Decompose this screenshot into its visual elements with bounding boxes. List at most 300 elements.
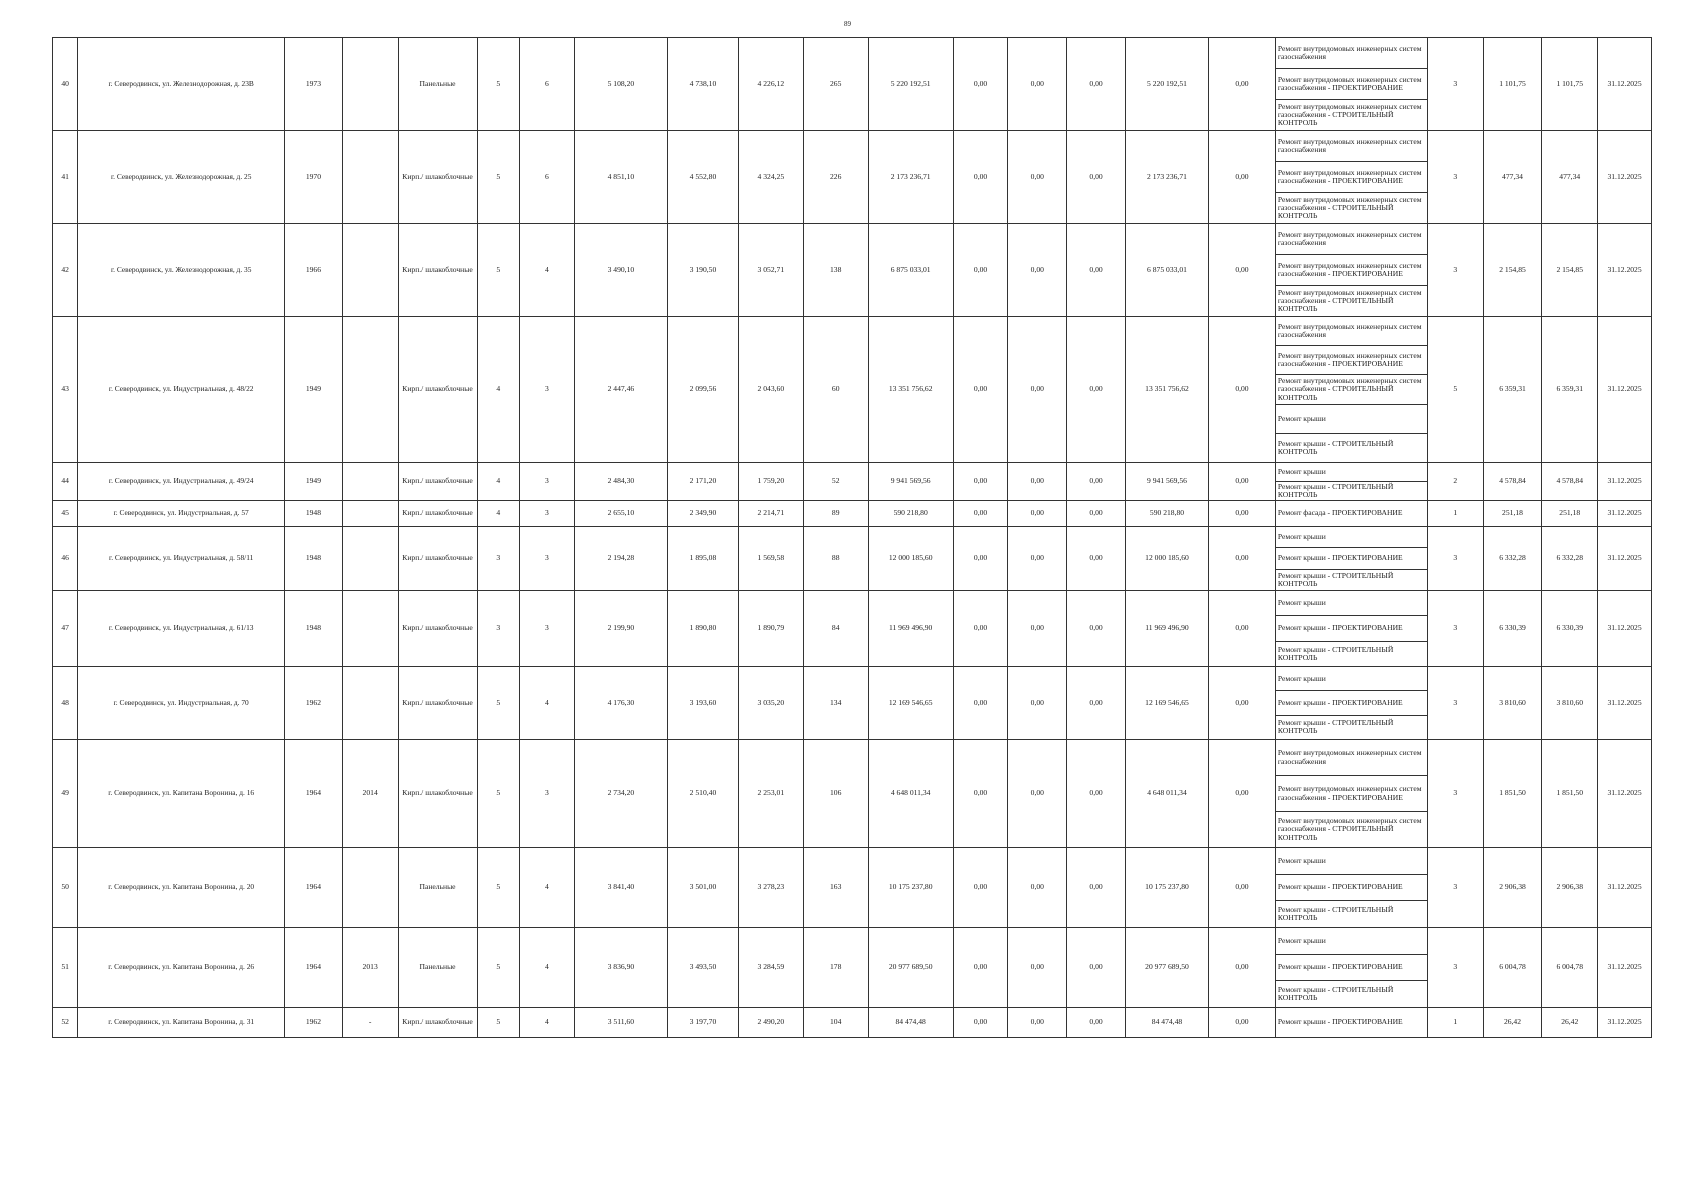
table-row <box>53 740 1652 848</box>
entrances-cell: 6 <box>520 131 575 224</box>
works-list-cell <box>1275 591 1427 667</box>
total-area-cell: 3 490,10 <box>574 224 667 317</box>
total-cost-cell: 6 875 033,01 <box>868 224 953 317</box>
completion-date-cell: 31.12.2025 <box>1598 463 1652 501</box>
total-cost-cell: 2 173 236,71 <box>868 131 953 224</box>
fund-other-cell: 0,00 <box>1209 131 1276 224</box>
row-number-cell: 48 <box>53 667 78 740</box>
total-area-cell: 5 108,20 <box>574 38 667 131</box>
table-row <box>53 848 1652 928</box>
works-list <box>1276 667 1427 739</box>
work-item: Ремонт фасада - ПРОЕКТИРОВАНИЕ <box>1277 508 1403 518</box>
fund-owners-cell: 12 169 546,65 <box>1125 667 1208 740</box>
row-number-cell: 47 <box>53 591 78 667</box>
unit-cost-limit-cell: 6 330,39 <box>1542 591 1598 667</box>
fund-local-cell: 0,00 <box>1067 501 1126 527</box>
build-year-cell: 1973 <box>285 38 343 131</box>
work-item: Ремонт внутридомовых инженерных систем газоснабжения - СТРОИТЕЛЬНЫЙ КОНТРОЛЬ <box>1277 194 1422 221</box>
completion-date-cell: 31.12.2025 <box>1598 591 1652 667</box>
fund-federal-cell: 0,00 <box>953 463 1008 501</box>
premises-area-cell: 4 552,80 <box>668 131 739 224</box>
residential-area-cell: 3 284,59 <box>738 928 803 1008</box>
work-item: Ремонт крыши - ПРОЕКТИРОВАНИЕ <box>1276 955 1427 982</box>
build-year-cell: 1964 <box>285 928 343 1008</box>
unit-cost-limit-cell: 6 332,28 <box>1542 527 1598 591</box>
fund-local-cell: 0,00 <box>1067 928 1126 1008</box>
completion-date-cell: 31.12.2025 <box>1598 740 1652 848</box>
unit-cost-cell: 1 851,50 <box>1483 740 1542 848</box>
works-count-cell: 2 <box>1427 463 1483 501</box>
work-item: Ремонт внутридомовых инженерных систем газоснабжения - СТРОИТЕЛЬНЫЙ КОНТРОЛЬ <box>1277 101 1422 128</box>
renovation-year-cell <box>342 463 398 501</box>
fund-regional-cell: 0,00 <box>1008 463 1067 501</box>
residential-area-cell: 1 569,58 <box>738 527 803 591</box>
fund-other-cell: 0,00 <box>1209 740 1276 848</box>
total-area-cell: 2 655,10 <box>574 501 667 527</box>
residents-cell: 134 <box>803 667 868 740</box>
work-item: Ремонт внутридомовых инженерных систем газоснабжения <box>1276 38 1427 69</box>
table-row <box>53 591 1652 667</box>
build-year-cell: 1962 <box>285 667 343 740</box>
residents-cell: 226 <box>803 131 868 224</box>
fund-federal-cell: 0,00 <box>953 740 1008 848</box>
work-item: Ремонт крыши - СТРОИТЕЛЬНЫЙ КОНТРОЛЬ <box>1277 644 1394 662</box>
total-cost-cell: 12 000 185,60 <box>868 527 953 591</box>
address-cell: г. Северодвинск, ул. Капитана Воронина, д. 20 <box>78 848 285 928</box>
total-cost-cell: 9 941 569,56 <box>868 463 953 501</box>
work-item: Ремонт внутридомовых инженерных систем газоснабжения <box>1276 317 1427 346</box>
works-list <box>1276 591 1427 666</box>
completion-date-cell: 31.12.2025 <box>1598 1008 1652 1038</box>
address-cell: г. Северодвинск, ул. Индустриальная, д. 48/22 <box>78 317 285 463</box>
fund-regional-cell: 0,00 <box>1008 501 1067 527</box>
works-count-cell: 3 <box>1427 928 1483 1008</box>
total-area-cell: 2 199,90 <box>574 591 667 667</box>
fund-federal-cell: 0,00 <box>953 928 1008 1008</box>
fund-other-cell: 0,00 <box>1209 317 1276 463</box>
fund-local-cell: 0,00 <box>1067 1008 1126 1038</box>
residents-cell: 265 <box>803 38 868 131</box>
fund-other-cell: 0,00 <box>1209 848 1276 928</box>
row-number-cell: 49 <box>53 740 78 848</box>
fund-federal-cell: 0,00 <box>953 224 1008 317</box>
floors-cell: 5 <box>477 38 520 131</box>
works-list <box>1276 131 1427 223</box>
works-count-cell: 5 <box>1427 317 1483 463</box>
fund-other-cell: 0,00 <box>1209 224 1276 317</box>
work-item: Ремонт внутридомовых инженерных систем газоснабжения <box>1276 740 1427 776</box>
floors-cell: 5 <box>477 928 520 1008</box>
floors-cell: 3 <box>477 591 520 667</box>
fund-local-cell: 0,00 <box>1067 131 1126 224</box>
residential-area-cell: 3 052,71 <box>738 224 803 317</box>
build-year-cell: 1964 <box>285 740 343 848</box>
wall-material-cell: Кирп./ шлакоблочные <box>398 501 477 527</box>
premises-area-cell: 2 510,40 <box>668 740 739 848</box>
fund-other-cell: 0,00 <box>1209 501 1276 527</box>
fund-regional-cell: 0,00 <box>1008 1008 1067 1038</box>
total-area-cell: 4 176,30 <box>574 667 667 740</box>
works-list-cell <box>1275 667 1427 740</box>
works-list-cell <box>1275 501 1427 527</box>
residents-cell: 138 <box>803 224 868 317</box>
residents-cell: 88 <box>803 527 868 591</box>
works-list-cell <box>1275 740 1427 848</box>
address-cell: г. Северодвинск, ул. Индустриальная, д. 61/13 <box>78 591 285 667</box>
total-area-cell: 2 734,20 <box>574 740 667 848</box>
works-list <box>1276 527 1427 590</box>
fund-local-cell: 0,00 <box>1067 591 1126 667</box>
table-row <box>53 527 1652 591</box>
unit-cost-cell: 251,18 <box>1483 501 1542 527</box>
unit-cost-cell: 477,34 <box>1483 131 1542 224</box>
work-item: Ремонт внутридомовых инженерных систем газоснабжения <box>1276 131 1427 162</box>
renovation-year-cell <box>342 131 398 224</box>
fund-federal-cell: 0,00 <box>953 317 1008 463</box>
residential-area-cell: 4 226,12 <box>738 38 803 131</box>
entrances-cell: 4 <box>520 848 575 928</box>
unit-cost-cell: 2 906,38 <box>1483 848 1542 928</box>
works-count-cell: 3 <box>1427 667 1483 740</box>
works-list <box>1276 501 1427 526</box>
work-item: Ремонт внутридомовых инженерных систем газоснабжения - СТРОИТЕЛЬНЫЙ КОНТРОЛЬ <box>1276 375 1427 404</box>
residents-cell: 84 <box>803 591 868 667</box>
wall-material-cell: Панельные <box>398 928 477 1008</box>
table-row <box>53 38 1652 131</box>
row-number-cell: 41 <box>53 131 78 224</box>
renovation-year-cell: - <box>342 1008 398 1038</box>
work-item: Ремонт внутридомовых инженерных систем газоснабжения - ПРОЕКТИРОВАНИЕ <box>1276 162 1427 193</box>
renovation-year-cell <box>342 38 398 131</box>
fund-regional-cell: 0,00 <box>1008 38 1067 131</box>
build-year-cell: 1948 <box>285 501 343 527</box>
total-cost-cell: 4 648 011,34 <box>868 740 953 848</box>
row-number-cell: 50 <box>53 848 78 928</box>
wall-material-cell: Панельные <box>398 848 477 928</box>
address-cell: г. Северодвинск, ул. Железнодорожная, д. 23В <box>78 38 285 131</box>
work-item: Ремонт крыши <box>1276 591 1427 616</box>
premises-area-cell: 1 895,08 <box>668 527 739 591</box>
residential-area-cell: 1 890,79 <box>738 591 803 667</box>
works-list-cell <box>1275 131 1427 224</box>
residential-area-cell: 3 035,20 <box>738 667 803 740</box>
table-body <box>53 38 1652 1038</box>
entrances-cell: 3 <box>520 527 575 591</box>
address-cell: г. Северодвинск, ул. Капитана Воронина, д. 26 <box>78 928 285 1008</box>
wall-material-cell: Кирп./ шлакоблочные <box>398 1008 477 1038</box>
completion-date-cell: 31.12.2025 <box>1598 224 1652 317</box>
table-row <box>53 317 1652 463</box>
floors-cell: 5 <box>477 667 520 740</box>
entrances-cell: 4 <box>520 667 575 740</box>
residential-area-cell: 2 214,71 <box>738 501 803 527</box>
total-area-cell: 2 484,30 <box>574 463 667 501</box>
floors-cell: 5 <box>477 848 520 928</box>
work-item: Ремонт крыши <box>1276 848 1427 875</box>
fund-federal-cell: 0,00 <box>953 131 1008 224</box>
work-item: Ремонт крыши - ПРОЕКТИРОВАНИЕ <box>1276 616 1427 641</box>
total-area-cell: 3 841,40 <box>574 848 667 928</box>
fund-local-cell: 0,00 <box>1067 848 1126 928</box>
total-cost-cell: 5 220 192,51 <box>868 38 953 131</box>
floors-cell: 4 <box>477 317 520 463</box>
unit-cost-limit-cell: 6 359,31 <box>1542 317 1598 463</box>
row-number-cell: 40 <box>53 38 78 131</box>
floors-cell: 4 <box>477 463 520 501</box>
work-item: Ремонт внутридомовых инженерных систем газоснабжения - ПРОЕКТИРОВАНИЕ <box>1276 776 1427 812</box>
address-cell: г. Северодвинск, ул. Индустриальная, д. 49/24 <box>78 463 285 501</box>
works-list-cell <box>1275 848 1427 928</box>
premises-area-cell: 2 349,90 <box>668 501 739 527</box>
fund-owners-cell: 84 474,48 <box>1125 1008 1208 1038</box>
table-row <box>53 667 1652 740</box>
works-list-cell <box>1275 38 1427 131</box>
unit-cost-limit-cell: 2 906,38 <box>1542 848 1598 928</box>
unit-cost-limit-cell: 477,34 <box>1542 131 1598 224</box>
fund-local-cell: 0,00 <box>1067 527 1126 591</box>
unit-cost-cell: 3 810,60 <box>1483 667 1542 740</box>
work-item: Ремонт крыши - ПРОЕКТИРОВАНИЕ <box>1276 691 1427 715</box>
residents-cell: 60 <box>803 317 868 463</box>
premises-area-cell: 3 197,70 <box>668 1008 739 1038</box>
fund-local-cell: 0,00 <box>1067 463 1126 501</box>
completion-date-cell: 31.12.2025 <box>1598 527 1652 591</box>
total-area-cell: 3 836,90 <box>574 928 667 1008</box>
unit-cost-cell: 26,42 <box>1483 1008 1542 1038</box>
fund-federal-cell: 0,00 <box>953 501 1008 527</box>
unit-cost-limit-cell: 1 101,75 <box>1542 38 1598 131</box>
work-item: Ремонт крыши <box>1276 405 1427 434</box>
work-item: Ремонт крыши - СТРОИТЕЛЬНЫЙ КОНТРОЛЬ <box>1277 481 1394 499</box>
unit-cost-limit-cell: 2 154,85 <box>1542 224 1598 317</box>
work-item: Ремонт крыши - СТРОИТЕЛЬНЫЙ КОНТРОЛЬ <box>1277 984 1394 1003</box>
wall-material-cell: Кирп./ шлакоблочные <box>398 317 477 463</box>
premises-area-cell: 4 738,10 <box>668 38 739 131</box>
row-number-cell: 44 <box>53 463 78 501</box>
residential-area-cell: 2 253,01 <box>738 740 803 848</box>
row-number-cell: 46 <box>53 527 78 591</box>
work-item: Ремонт крыши <box>1276 667 1427 691</box>
wall-material-cell: Кирп./ шлакоблочные <box>398 224 477 317</box>
renovation-year-cell <box>342 224 398 317</box>
residents-cell: 178 <box>803 928 868 1008</box>
work-item: Ремонт крыши <box>1276 463 1427 482</box>
build-year-cell: 1970 <box>285 131 343 224</box>
fund-other-cell: 0,00 <box>1209 527 1276 591</box>
renovation-year-cell <box>342 591 398 667</box>
unit-cost-cell: 1 101,75 <box>1483 38 1542 131</box>
works-list <box>1276 740 1427 847</box>
works-list <box>1276 928 1427 1007</box>
works-count-cell: 3 <box>1427 740 1483 848</box>
fund-local-cell: 0,00 <box>1067 38 1126 131</box>
premises-area-cell: 3 193,60 <box>668 667 739 740</box>
residents-cell: 52 <box>803 463 868 501</box>
floors-cell: 5 <box>477 1008 520 1038</box>
unit-cost-cell: 2 154,85 <box>1483 224 1542 317</box>
works-list-cell <box>1275 527 1427 591</box>
fund-owners-cell: 10 175 237,80 <box>1125 848 1208 928</box>
entrances-cell: 6 <box>520 38 575 131</box>
entrances-cell: 3 <box>520 740 575 848</box>
fund-regional-cell: 0,00 <box>1008 928 1067 1008</box>
works-count-cell: 3 <box>1427 848 1483 928</box>
work-item: Ремонт крыши - СТРОИТЕЛЬНЫЙ КОНТРОЛЬ <box>1277 904 1394 923</box>
renovation-year-cell: 2014 <box>342 740 398 848</box>
residential-area-cell: 4 324,25 <box>738 131 803 224</box>
fund-regional-cell: 0,00 <box>1008 591 1067 667</box>
works-list-cell <box>1275 1008 1427 1038</box>
works-list-cell <box>1275 463 1427 501</box>
works-count-cell: 3 <box>1427 131 1483 224</box>
fund-regional-cell: 0,00 <box>1008 848 1067 928</box>
wall-material-cell: Кирп./ шлакоблочные <box>398 740 477 848</box>
fund-local-cell: 0,00 <box>1067 224 1126 317</box>
premises-area-cell: 3 501,00 <box>668 848 739 928</box>
build-year-cell: 1948 <box>285 527 343 591</box>
fund-owners-cell: 5 220 192,51 <box>1125 38 1208 131</box>
entrances-cell: 3 <box>520 463 575 501</box>
renovation-year-cell <box>342 527 398 591</box>
works-list-cell <box>1275 224 1427 317</box>
fund-owners-cell: 590 218,80 <box>1125 501 1208 527</box>
table-row <box>53 928 1652 1008</box>
address-cell: г. Северодвинск, ул. Капитана Воронина, д. 31 <box>78 1008 285 1038</box>
wall-material-cell: Панельные <box>398 38 477 131</box>
address-cell: г. Северодвинск, ул. Индустриальная, д. 70 <box>78 667 285 740</box>
table-row <box>53 463 1652 501</box>
fund-regional-cell: 0,00 <box>1008 527 1067 591</box>
total-cost-cell: 10 175 237,80 <box>868 848 953 928</box>
unit-cost-limit-cell: 251,18 <box>1542 501 1598 527</box>
residents-cell: 163 <box>803 848 868 928</box>
capital-repair-table <box>52 37 1652 1038</box>
wall-material-cell: Кирп./ шлакоблочные <box>398 591 477 667</box>
completion-date-cell: 31.12.2025 <box>1598 667 1652 740</box>
fund-regional-cell: 0,00 <box>1008 317 1067 463</box>
total-area-cell: 2 447,46 <box>574 317 667 463</box>
renovation-year-cell <box>342 317 398 463</box>
total-cost-cell: 84 474,48 <box>868 1008 953 1038</box>
entrances-cell: 4 <box>520 928 575 1008</box>
renovation-year-cell <box>342 667 398 740</box>
total-cost-cell: 20 977 689,50 <box>868 928 953 1008</box>
fund-other-cell: 0,00 <box>1209 591 1276 667</box>
wall-material-cell: Кирп./ шлакоблочные <box>398 667 477 740</box>
floors-cell: 5 <box>477 131 520 224</box>
build-year-cell: 1964 <box>285 848 343 928</box>
address-cell: г. Северодвинск, ул. Железнодорожная, д. 25 <box>78 131 285 224</box>
residential-area-cell: 2 043,60 <box>738 317 803 463</box>
fund-local-cell: 0,00 <box>1067 317 1126 463</box>
unit-cost-cell: 6 359,31 <box>1483 317 1542 463</box>
fund-other-cell: 0,00 <box>1209 463 1276 501</box>
work-item: Ремонт крыши <box>1276 928 1427 955</box>
address-cell: г. Северодвинск, ул. Индустриальная, д. 57 <box>78 501 285 527</box>
premises-area-cell: 3 493,50 <box>668 928 739 1008</box>
completion-date-cell: 31.12.2025 <box>1598 501 1652 527</box>
wall-material-cell: Кирп./ шлакоблочные <box>398 463 477 501</box>
table-row <box>53 131 1652 224</box>
residents-cell: 104 <box>803 1008 868 1038</box>
floors-cell: 4 <box>477 501 520 527</box>
fund-other-cell: 0,00 <box>1209 928 1276 1008</box>
floors-cell: 5 <box>477 740 520 848</box>
fund-local-cell: 0,00 <box>1067 667 1126 740</box>
unit-cost-limit-cell: 4 578,84 <box>1542 463 1598 501</box>
address-cell: г. Северодвинск, ул. Железнодорожная, д. 35 <box>78 224 285 317</box>
unit-cost-limit-cell: 26,42 <box>1542 1008 1598 1038</box>
entrances-cell: 3 <box>520 591 575 667</box>
fund-regional-cell: 0,00 <box>1008 131 1067 224</box>
work-item: Ремонт крыши - СТРОИТЕЛЬНЫЙ КОНТРОЛЬ <box>1277 718 1394 736</box>
fund-other-cell: 0,00 <box>1209 667 1276 740</box>
total-cost-cell: 12 169 546,65 <box>868 667 953 740</box>
total-area-cell: 2 194,28 <box>574 527 667 591</box>
fund-regional-cell: 0,00 <box>1008 667 1067 740</box>
completion-date-cell: 31.12.2025 <box>1598 317 1652 463</box>
works-list <box>1276 38 1427 130</box>
total-area-cell: 4 851,10 <box>574 131 667 224</box>
fund-federal-cell: 0,00 <box>953 591 1008 667</box>
fund-federal-cell: 0,00 <box>953 527 1008 591</box>
works-list <box>1276 848 1427 927</box>
residents-cell: 89 <box>803 501 868 527</box>
fund-federal-cell: 0,00 <box>953 38 1008 131</box>
fund-regional-cell: 0,00 <box>1008 740 1067 848</box>
work-item: Ремонт крыши - ПРОЕКТИРОВАНИЕ <box>1276 548 1427 569</box>
renovation-year-cell <box>342 848 398 928</box>
row-number-cell: 42 <box>53 224 78 317</box>
completion-date-cell: 31.12.2025 <box>1598 848 1652 928</box>
completion-date-cell: 31.12.2025 <box>1598 38 1652 131</box>
floors-cell: 3 <box>477 527 520 591</box>
unit-cost-limit-cell: 3 810,60 <box>1542 667 1598 740</box>
renovation-year-cell: 2013 <box>342 928 398 1008</box>
unit-cost-cell: 6 332,28 <box>1483 527 1542 591</box>
work-item: Ремонт крыши - СТРОИТЕЛЬНЫЙ КОНТРОЛЬ <box>1277 438 1394 456</box>
fund-owners-cell: 2 173 236,71 <box>1125 131 1208 224</box>
work-item: Ремонт внутридомовых инженерных систем газоснабжения - СТРОИТЕЛЬНЫЙ КОНТРОЛЬ <box>1277 816 1422 842</box>
work-item: Ремонт внутридомовых инженерных систем газоснабжения - ПРОЕКТИРОВАНИЕ <box>1276 346 1427 375</box>
entrances-cell: 4 <box>520 224 575 317</box>
unit-cost-limit-cell: 1 851,50 <box>1542 740 1598 848</box>
works-count-cell: 3 <box>1427 38 1483 131</box>
fund-other-cell: 0,00 <box>1209 38 1276 131</box>
fund-federal-cell: 0,00 <box>953 848 1008 928</box>
works-list <box>1276 317 1427 462</box>
work-item: Ремонт внутридомовых инженерных систем газоснабжения - ПРОЕКТИРОВАНИЕ <box>1276 255 1427 286</box>
fund-owners-cell: 6 875 033,01 <box>1125 224 1208 317</box>
works-count-cell: 3 <box>1427 224 1483 317</box>
entrances-cell: 4 <box>520 1008 575 1038</box>
fund-federal-cell: 0,00 <box>953 667 1008 740</box>
build-year-cell: 1949 <box>285 463 343 501</box>
row-number-cell: 45 <box>53 501 78 527</box>
fund-owners-cell: 11 969 496,90 <box>1125 591 1208 667</box>
wall-material-cell: Кирп./ шлакоблочные <box>398 527 477 591</box>
residential-area-cell: 3 278,23 <box>738 848 803 928</box>
wall-material-cell: Кирп./ шлакоблочные <box>398 131 477 224</box>
premises-area-cell: 2 171,20 <box>668 463 739 501</box>
residents-cell: 106 <box>803 740 868 848</box>
premises-area-cell: 1 890,80 <box>668 591 739 667</box>
works-count-cell: 3 <box>1427 527 1483 591</box>
fund-owners-cell: 13 351 756,62 <box>1125 317 1208 463</box>
works-list-cell <box>1275 928 1427 1008</box>
works-list-cell <box>1275 317 1427 463</box>
work-item: Ремонт внутридомовых инженерных систем газоснабжения <box>1276 224 1427 255</box>
